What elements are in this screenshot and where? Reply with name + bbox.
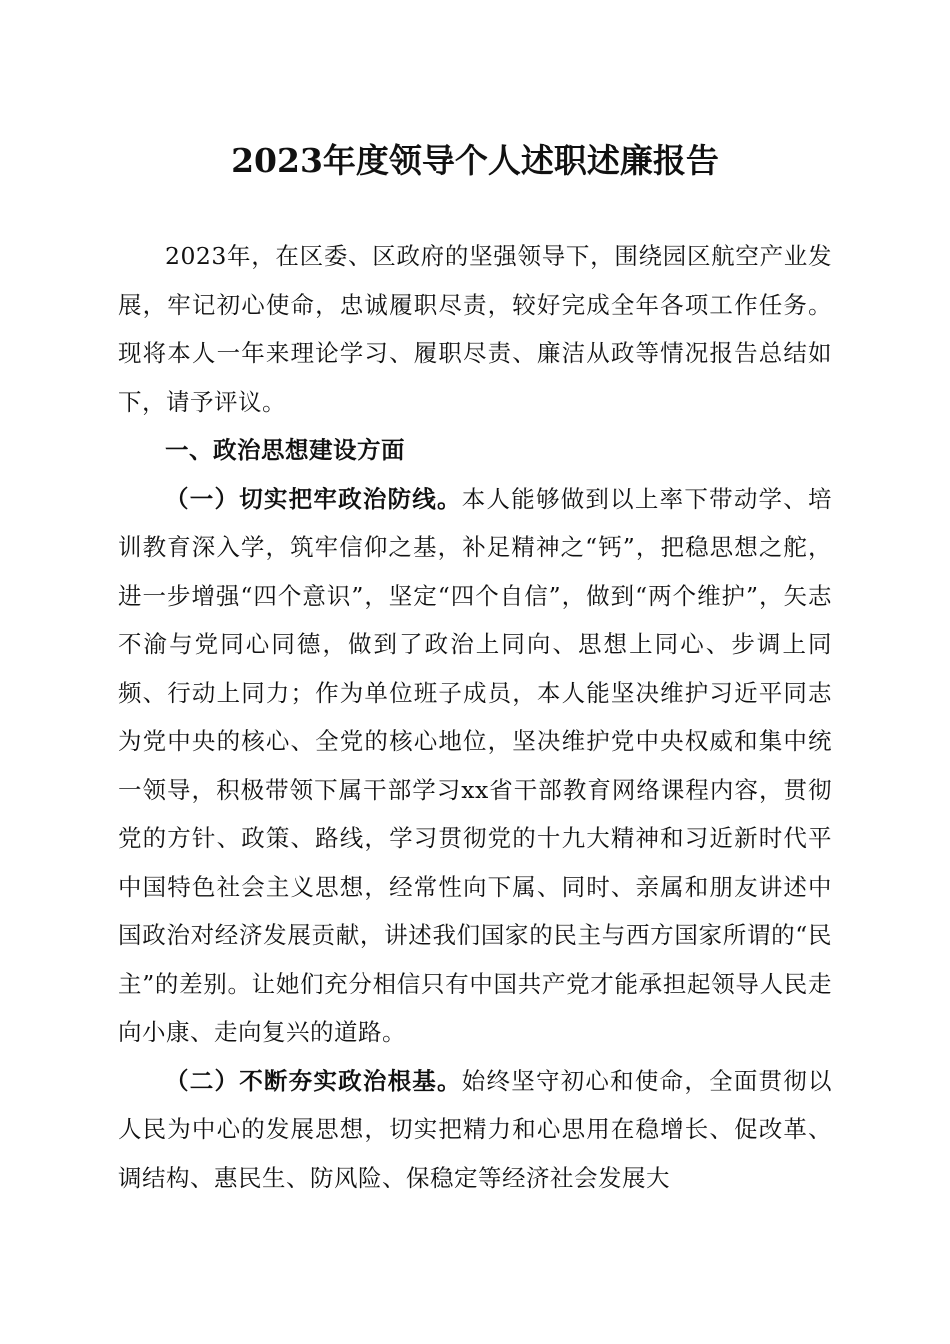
section-heading: 一、政治思想建设方面	[165, 436, 405, 464]
intro-paragraph: 2023年，在区委、区政府的坚强领导下，围绕园区航空产业发展，牢记初心使命，忠诚履职尽责，较好完成全年各项工作任务。现将本人一年来理论学习、履职尽责、廉洁从政等情况报告总结如下，请予评议。	[118, 242, 832, 416]
item-paragraph-2	[118, 1057, 832, 1203]
item-text-1: 本人能够做到以上率下带动学、培训教育深入学，筑牢信仰之基，补足精神之“钙”，把稳思想之舵，进一步增强“四个意识”，坚定“四个自信”，做到“两个维护”，矢志不渝与党同心同德，做到了政治上同向、思想上同心、步调上同频、行动上同力；作为单位班子成员，本人能坚决维护习近平同志为党中央的核心、全党的核心地位，坚决维护党中央权威和集中统一领导，积极带领下属干部学习xx省干部教育网络课程内容，贯彻党的方针、政策、路线，学习贯彻党的十九大精神和习近新时代平中国特色社会主义思想，经常性向下属、同时、亲属和朋友讲述中国政治对经济发展贡献，讲述我们国家的民主与西方国家所谓的“民主”的差别。让她们充分相信只有中国共产党才能承担起领导人民走向小康、走向复兴的道路。	[118, 484, 833, 1046]
item-lead-1: （一）切实把牢政治防线。	[165, 484, 462, 513]
item-lead-2: （二）不断夯实政治根基。	[165, 1066, 462, 1095]
item-text-2: 始终坚守初心和使命，全面贯彻以人民为中心的发展思想，切实把精力和心思用在稳增长、促改革、调结构、惠民生、防风险、保稳定等经济社会发展大	[118, 1066, 833, 1192]
item-paragraph-1	[118, 475, 832, 1057]
document-body	[118, 232, 832, 1202]
document-title: 2023年度领导个人述职述廉报告	[231, 141, 719, 180]
